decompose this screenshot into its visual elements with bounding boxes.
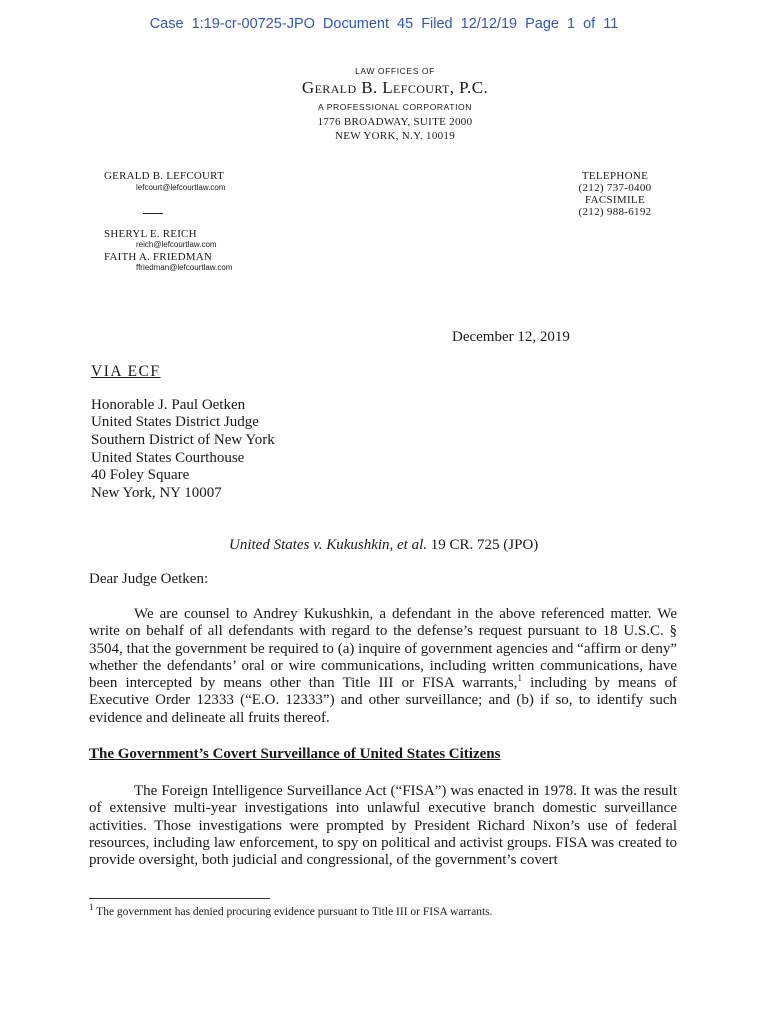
attorney-name: SHERYL E. REICH (104, 228, 197, 240)
attorney-name: GERALD B. LEFCOURT (104, 170, 224, 182)
telephone-label: TELEPHONE (581, 170, 649, 182)
attorney-email: lefcourt@lefcourtlaw.com (136, 183, 226, 192)
addressee-line: Honorable J. Paul Oetken (91, 397, 246, 413)
addressee-line: 40 Foley Square (91, 467, 190, 483)
telephone-number: (212) 737-0400 (578, 182, 652, 194)
letterhead-firm-name: Gerald B. Lefcourt, P.C. (301, 78, 489, 97)
addressee-line: Southern District of New York (91, 432, 275, 448)
footnote-reference[interactable]: 1 (517, 673, 522, 684)
addressee-line: United States Courthouse (91, 450, 245, 466)
attorney-email: ffriedman@lefcourtlaw.com (136, 263, 233, 272)
letterhead-professional-corp: A PROFESSIONAL CORPORATION (318, 102, 472, 112)
footnote-text: The government has denied procuring evidence pursuant to Title III or FISA warrants. (93, 906, 493, 918)
section-heading: The Government’s Covert Surveillance of United States Citizens (89, 746, 501, 762)
paragraph-intro-text: We are counsel to Andrey Kukushkin, a defendant in the above referenced matter. We write on behalf of all defendants with regard to the defense’s request pursuant to 18 U.S.C. § 3504, that the government be required to (a) inquire of government agencies and “affirm or deny” whether the defendants’ oral or wire communications, including written communications, have been intercepted by means other than Title III or FISA warrants, (89, 606, 677, 692)
footnote-divider (89, 898, 270, 899)
paragraph-intro (89, 606, 677, 727)
letterhead-city: NEW YORK, N.Y. 10019 (334, 130, 456, 142)
letter-date: December 12, 2019 (452, 329, 570, 345)
attorney-name: FAITH A. FRIEDMAN (104, 251, 213, 263)
case-caption (229, 537, 538, 554)
salutation: Dear Judge Oetken: (89, 571, 209, 587)
case-caption-number: 19 CR. 725 (JPO) (427, 537, 539, 553)
footnote (89, 902, 493, 918)
footnote-mark: 1 (89, 902, 94, 913)
ecf-header: Case 1:19-cr-00725-JPO Document 45 Filed 12/12/19 Page 1 of 11 (149, 16, 619, 32)
attorney-separator (143, 213, 163, 214)
letterhead-street: 1776 BROADWAY, SUITE 2000 (317, 116, 473, 128)
addressee-line: United States District Judge (91, 414, 259, 430)
facsimile-label: FACSIMILE (585, 194, 645, 206)
letterhead-law-offices: LAW OFFICES OF (355, 66, 435, 76)
addressee-line: New York, NY 10007 (91, 485, 222, 501)
case-caption-italic: United States v. Kukushkin, et al. (229, 537, 428, 553)
paragraph-intro-text-cont: including by means of Executive Order 12333 (“E.O. 12333”) and other surveillance; and (b) if so, to identify such evidence and delineate all fruits thereof. (89, 675, 677, 726)
facsimile-number: (212) 988-6192 (578, 206, 652, 218)
via-ecf: VIA ECF (91, 363, 161, 380)
attorney-email: reich@lefcourtlaw.com (136, 240, 217, 249)
paragraph-fisa: The Foreign Intelligence Surveillance Act (“FISA”) was enacted in 1978. It was the result of extensive multi-year investigations into unlawful executive branch domestic surveillance activities. Those investigations were prompted by President Richard Nixon’s use of federal resources, including law enforcement, to spy on political and activist groups. FISA was created to provide oversight, both judicial and congressional, of the government’s covert (89, 783, 677, 869)
